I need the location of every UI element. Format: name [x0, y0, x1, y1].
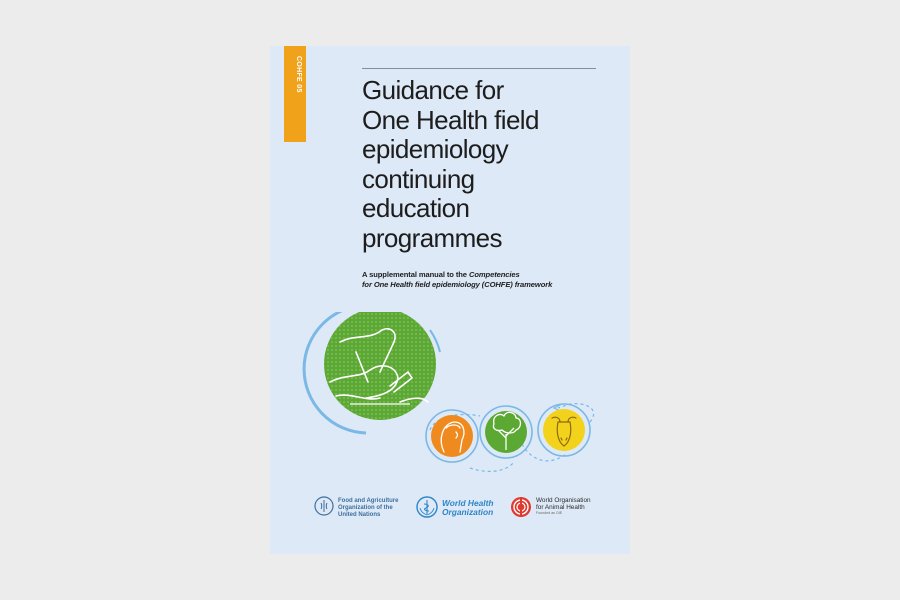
woah-line: World Organisation — [536, 497, 591, 504]
tree-icon — [480, 406, 532, 458]
title-line: epidemiology — [362, 134, 509, 164]
series-tab-label: COHFE 05 — [295, 56, 302, 93]
woah-logo — [510, 494, 620, 524]
fao-emblem-icon — [314, 496, 334, 516]
subtitle-line-1 — [362, 270, 622, 280]
title-line: One Health field — [362, 104, 539, 135]
book-cover — [270, 46, 630, 554]
subtitle-prefix: A supplemental manual to the — [362, 270, 469, 279]
who-line: World Health — [442, 498, 494, 508]
fao-line: United Nations — [338, 511, 381, 518]
partner-logos — [270, 494, 630, 524]
fao-logo — [314, 494, 404, 524]
subtitle-italic-1: Competencies — [468, 270, 520, 279]
title-line: education — [362, 193, 470, 223]
hands-writing-icon — [324, 312, 436, 420]
who-emblem-icon — [416, 496, 438, 518]
series-tab — [284, 46, 306, 142]
title-line: programmes — [362, 222, 502, 253]
title-line: Guidance for — [362, 75, 504, 105]
title-divider — [362, 68, 596, 69]
woah-line: for Animal Health — [536, 504, 585, 511]
cover-subtitle — [362, 270, 622, 290]
who-logo — [416, 494, 500, 524]
one-health-illustration — [270, 312, 630, 484]
title-line: continuing — [362, 163, 475, 194]
human-head-icon — [426, 410, 478, 462]
cover-title — [362, 76, 612, 253]
subtitle-line-2 — [362, 280, 622, 290]
woah-emblem-icon — [510, 496, 532, 518]
woah-founded: Founded as OIE — [536, 511, 563, 515]
subtitle-italic-2: for One Health field epidemiology (COHFE) framework — [362, 280, 553, 289]
who-line: Organization — [442, 506, 494, 517]
fao-line: Organization of the — [338, 504, 393, 511]
cow-head-icon — [538, 404, 590, 456]
fao-line: Food and Agriculture — [338, 498, 399, 504]
